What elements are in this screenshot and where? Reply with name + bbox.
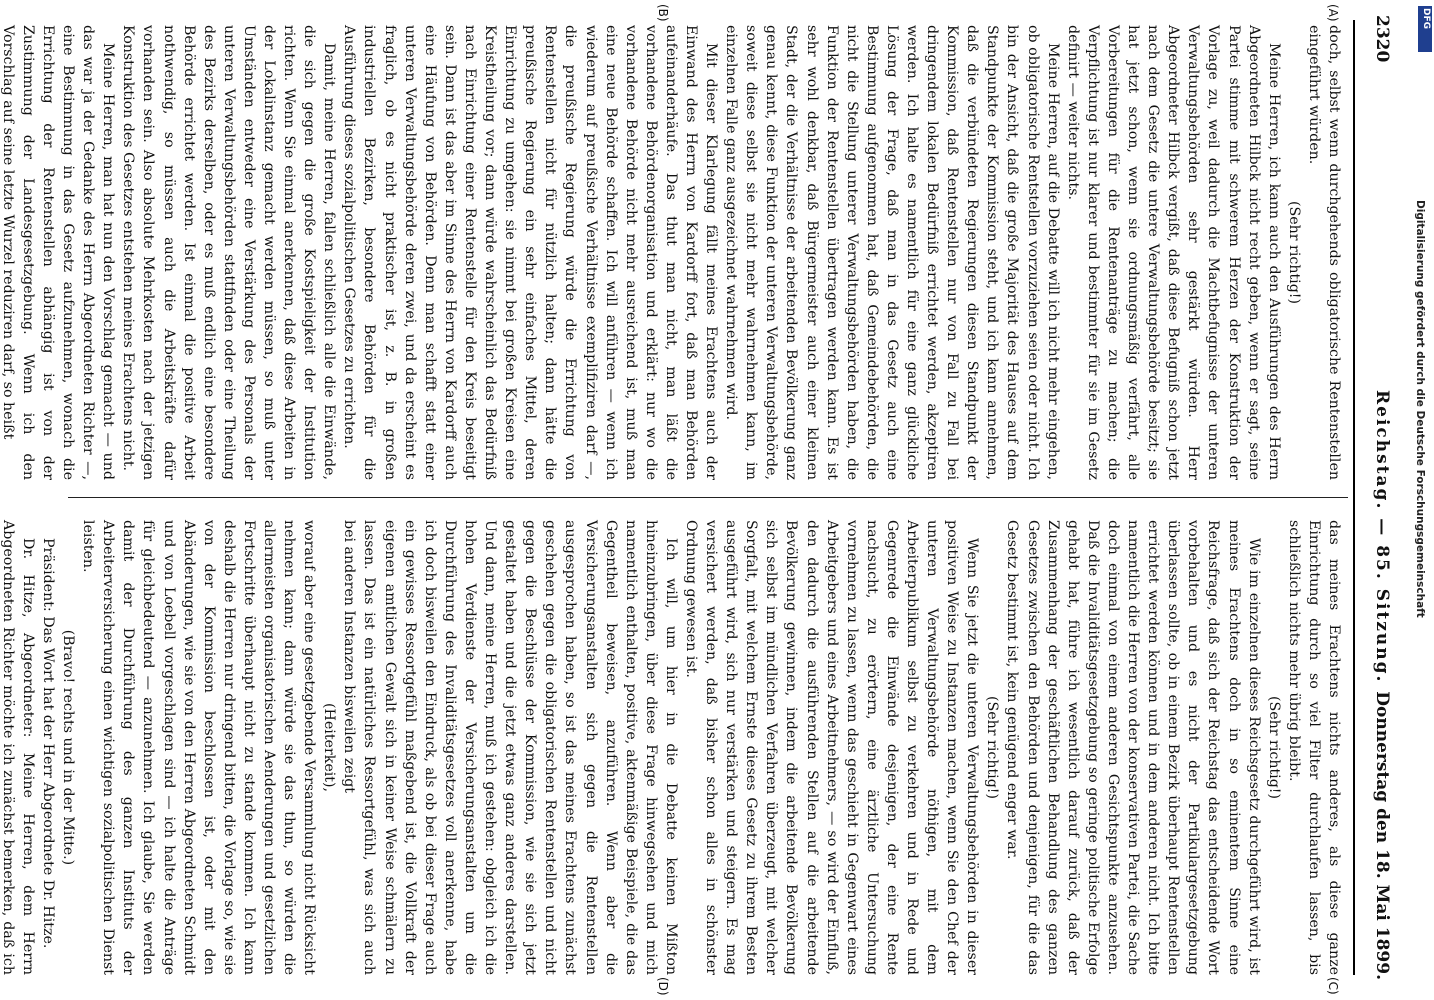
margin-marker-d: (D) [656, 977, 670, 996]
margin-marker-c: (C) [1326, 977, 1340, 995]
paragraph: doch, selbst wenn durchgehends obligatorische Rentenstellen eingeführt würden. [1305, 25, 1342, 480]
session-date: Donnerstag den 18. Mai 1899. [1372, 691, 1392, 980]
paragraph: Meine Herren, man hat nun den Vorschlag gemacht — und das war ja der Gedanke des Herrn Abgeordneten Richter —, eine Bestimmung in das Gesetz aufzunehmen, wonach die Errichtung der Rentenstellen abhängig ist von der Zustimmung der Landesgesetzgebung. Wenn ich den Vorschlag auf seine letzte Wurzel reduziren darf, so heißt [0, 25, 117, 480]
paragraph: Dr. Hitze, Abgeordneter: Meine Herren, dem Herrn Abgeordneten Richter möchte ich zunächst bemerken, daß ich [0, 520, 36, 975]
paragraph: Ich will, um hier in die Debatte keinen Mißton hineinzubringen, über diese Frage hinwegsehen und mich namentlich enthalten, positive, aktenmäßige Beispiele, die das Gegentheil beweisen, anzuführen. Wenn aber die Versicherungsanstalten sich gegen die Rentenstellen ausgesprochen haben, so ist das meines Erachtens zunächst geschehen gegen die obligatorischen Rentenstellen und nicht gegen die Beschlüsse der Kommission, wie sie sich jetzt gestaltet haben und die jetzt etwas ganz anderes darstellen. Und dann, meine Herren, muß ich gestehen: obgleich ich die hohen Verdienste der Versicherungsanstalten um die Durchführung des Invaliditätsgesetzes voll anerkenne, habe ich doch bisweilen den Eindruck, als ob bei dieser Frage auch ein gewisses Ressortgefühl maßgebend ist, die Vollkraft der eigenen amtlichen Gewalt sich in keiner Weise schmälern zu lassen. Das ist ein natürliches Ressortgefühl, was sich auch bei anderen Instanzen bisweilen zeigt [341, 520, 679, 975]
paragraph: Wenn Sie jetzt die unteren Verwaltungsbehörden in dieser positiven Weise zu Instanzen machen, wenn Sie den Chef der unteren Verwaltungsbehörde nöthigen, mit dem Arbeiterpublikum selbst zu verkehren und in Rede und Gegenrede die Einwände desjenigen, der eine Rente nachsucht, zu erörtern, eine ärztliche Untersuchung vornehmen zu lassen, wenn das geschieht in Gegenwart eines Arbeitgebers und eines Arbeitnehmers, — so wird der Einfluß, den dadurch die ausführenden Stellen auf die arbeitende Bevölkerung gewinnen, indem die arbeitende Bevölkerung sich selbst im mündlichen Verfahren überzeugt, mit welcher Sorgfalt, mit welchem Ernste dieses Gesetz zu ihrem Besten ausgeführt wird, sich nur verstärken und steigern. Es mag versichert werden, daß bisher schon alles in schönster Ordnung gewesen ist. [683, 520, 981, 975]
margin-marker-b: (B) [656, 4, 670, 22]
right-text-column [0, 520, 1344, 975]
paragraph: Damit, meine Herren, fallen schließlich alle die Einwände, die sich gegen die große Kostspieligkeit der Institution richten. Wenn Sie einmal anerkennen, daß diese Arbeiten in der Lokalinstanz gemacht werden müssen, so muß unter Umständen entweder eine Verstärkung des Personals der unteren Verwaltungsbehörden stattfinden oder eine Theilung des Bezirks derselben, oder es muß endlich eine besondere Behörde errichtet werden. Ist einmal die positive Arbeit nothwendig, so müssen auch die Arbeitskräfte dafür vorhanden sein. Also absolute Mehrkosten nach der jetzigen Konstruktion des Gesetzes entstehen meines Erachtens nicht. [120, 25, 338, 480]
paragraph: Wie im einzelnen dieses Reichsgesetz durchgeführt wird, ist meines Erachtens doch in so eminentem Sinne eine Reichsfrage, daß sich der Reichstag das entscheidende Wort vorbehalten und es nicht der Partikulargesetzgebung überlassen sollte, ob in einem Bezirk überhaupt Rentenstellen errichtet werden können und in dem anderen nicht. Ich bitte namentlich die Herren von der konservativen Partei, die Sache doch einmal von einem anderen Gesichtspunkte anzusehen. Daß die Invaliditätsgesetzgebung so geringe politische Erfolge gehabt hat, führe ich wesentlich darauf zurück, daß der Zusammenhang der geschäftlichen Behandlung des ganzen Gesetzes zwischen den Behörden und denjenigen, für die das Gesetz bestimmt ist, kein genügend enger war. [1004, 520, 1262, 975]
dfg-logo: DFG [1418, 6, 1432, 52]
interjection: (Sehr richtig!) [984, 695, 1001, 800]
left-text-column [0, 25, 1344, 480]
page-header [1350, 0, 1410, 1000]
interjection: (Heiterkeit), [321, 703, 338, 792]
interjection: (Sehr richtig!) [1285, 200, 1302, 305]
paragraph: Meine Herren, auf die Debatte will ich nicht mehr eingehen, ob obligatorische Rentstellen vorzuziehen seien oder nicht. Ich bin der Ansicht, daß die große Majorität des Hauses auf dem Standpunkte der Kommission steht, und ich kann annehmen, daß die verbündeten Regierungen diesen Standpunkt der Kommission, daß Rentenstellen nur von Fall zu Fall bei dringendem lokalen Bedürfniß errichtet werden, akzeptiren werden. Ich halte es namentlich für eine ganz glückliche Lösung der Frage, daß man in das Gesetz auch eine Bestimmung aufgenommen hat, daß Gemeindebehörden, die nicht die Stellung unterer Verwaltungsbehörden haben, die Funktion der Rentenstellen übertragen werden kann. Es ist sehr wohl denkbar, daß Bürgermeister auch einer kleinen Stadt, der die Verhältnisse der arbeitenden Bevölkerung ganz genau kennt, diese Funktion der unteren Verwaltungsbehörde, soweit diese selbst sie nicht mehr wahrnehmen kann, im einzelnen Falle ganz ausgezeichnet wahrnehmen wird. [723, 25, 1061, 480]
interjection: (Bravo! rechts und in der Mitte.) [60, 629, 77, 866]
paragraph: Präsident: Das Wort hat der Herr Abgeordnete Dr. Hitze. [40, 538, 56, 949]
paragraph: Mit dieser Klarlegung fällt meines Erachtens auch der Einwand des Herrn von Kardorff fort, daß man Behörden aufeinanderhäufe. Das thut man nicht, man läßt die vorhandene Behördenorganisation und erklärt: nur wo die vorhandene Behörde nicht mehr ausreichend ist, muß man eine neue Behörde schaffen. Ich will anführen — wenn ich wiederum auf preußische Verhältnisse exemplifiziren darf —, die preußische Regierung würde die Errichtung von Rentenstellen nicht für nützlich halten; dann hätte die preußische Regierung ein sehr einfaches Mittel, deren Einrichtung zu umgehen: sie nimmt bei großen Kreisen eine Kreistheilung vor; dann würde wahrscheinlich das Bedürfniß nach Einrichtung einer Rentenstelle für den Kreis beseitigt sein. Dann ist das aber im Sinne des Herrn von Kardorff auch eine Häufung von Behörden. Denn man schafft statt einer unteren Verwaltungsbehörde deren zwei, und da erscheint es fraglich, ob es nicht praktischer ist, z. B. in großen industriellen Bezirken, besondere Behörden für die Ausführung dieses sozialpolitischen Gesetzes zu errichten. [341, 25, 720, 480]
column-divider [68, 497, 1348, 498]
page-number: 2320 [1372, 15, 1392, 63]
session-title: Reichstag. — 85. Sitzung. [1372, 390, 1392, 684]
interjection: (Sehr richtig!) [1265, 695, 1282, 800]
paragraph: das meines Erachtens nichts anderes, als diese ganze Einrichtung durch so viel Filter durchlaufen lassen, bis schließlich nichts mehr übrig bleibt. [1285, 520, 1342, 975]
margin-marker-a: (A) [1326, 4, 1340, 22]
header-rule [1353, 20, 1355, 975]
digitization-watermark: Digitalisierung gefördert durch die Deutsche Forschungsgemeinschaft [1414, 200, 1426, 618]
paragraph: worauf aber eine gesetzgebende Versammlung nicht Rücksicht nehmen kann; dann würde sie das thun, so würden die allermeisten organisatorischen Aenderungen und gesetzlichen Fortschritte überhaupt nicht zu stande kommen. Ich kann deshalb die Herren nur dringend bitten, die Vorlage so, wie sie von der Kommission beschlossen ist, oder mit den Abänderungen, wie sie von den Herren Abgeordneten Schmidt und von Loebell vorgeschlagen sind — ich halte die Anträge für gleichbedeutend — anzunehmen. Ich glaube, Sie werden damit der Durchführung des ganzen Instituts der Arbeiterversicherung einen wichtigen sozialpolitischen Dienst leisten. [80, 520, 318, 975]
paragraph: Meine Herren, ich kann auch den Ausführungen des Herrn Abgeordneten Hilbck nicht recht geben, wenn er sagt, seine Partei stimme mit schwerem Herzen der Konstruktion der Vorlage zu, weil dadurch die Machtbefugnisse der unteren Verwaltungsbehörden sehr gestärkt würden. Herr Abgeordneter Hilbck vergißt, daß diese Befugniß schon jetzt nach dem Gesetz die untere Verwaltungsbehörde besitzt; sie hat jetzt schon, wenn sie ordnungsmäßig verfährt, alle Vorbereitungen für die Rentenanträge zu machen; die Verpflichtung ist nur klarer und bestimmter für sie im Gesetz definirt — weiter nichts. [1064, 25, 1282, 480]
